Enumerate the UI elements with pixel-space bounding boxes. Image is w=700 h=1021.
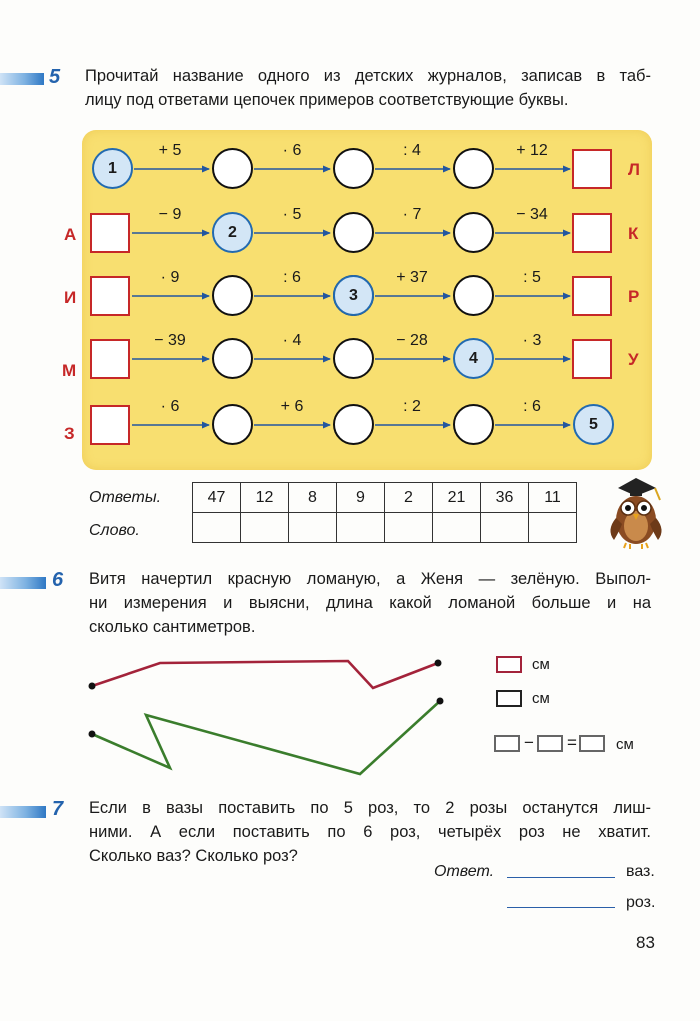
operation-label: · 6 bbox=[282, 142, 302, 159]
answer-circle[interactable] bbox=[333, 404, 374, 445]
word-letter-cell[interactable] bbox=[337, 513, 385, 543]
green-polyline bbox=[92, 701, 440, 774]
vases-unit: ваз. bbox=[626, 863, 655, 880]
word-row bbox=[193, 513, 577, 543]
operation-label: · 9 bbox=[160, 269, 180, 286]
chain-5-start: 5 bbox=[573, 404, 614, 445]
task-6-line-1: Витя начертил красную ломаную, а Женя — зелёную. Выпол- bbox=[89, 570, 651, 588]
operation-label: : 5 bbox=[523, 269, 541, 286]
answer-square[interactable] bbox=[90, 339, 130, 379]
answer-square[interactable] bbox=[572, 339, 612, 379]
operation-label: : 6 bbox=[283, 269, 301, 286]
answer-circle[interactable] bbox=[333, 212, 374, 253]
answer-cell: 36 bbox=[481, 483, 529, 513]
difference-unit: см bbox=[616, 736, 634, 753]
operation-label: · 3 bbox=[522, 332, 542, 349]
operation-label: · 5 bbox=[282, 206, 302, 223]
red-length-unit: см bbox=[532, 656, 550, 673]
operation-label: + 37 bbox=[396, 269, 428, 286]
word-letter-cell[interactable] bbox=[289, 513, 337, 543]
chain-3-start: 3 bbox=[333, 275, 374, 316]
task-5-line-1: Прочитай название одного из детских журналов, записав в таб- bbox=[85, 67, 651, 85]
polylines-drawing bbox=[80, 648, 460, 788]
operation-label: · 4 bbox=[282, 332, 302, 349]
task-5-line-2: лицу под ответами цепочек примеров соответствующие буквы. bbox=[85, 91, 569, 109]
answer-circle[interactable] bbox=[333, 338, 374, 379]
answer-cell: 12 bbox=[241, 483, 289, 513]
green-polyline-start bbox=[89, 731, 96, 738]
task-5-text bbox=[85, 64, 651, 112]
answers-row bbox=[193, 483, 577, 513]
answer-cell: 11 bbox=[529, 483, 577, 513]
answer-cell: 9 bbox=[337, 483, 385, 513]
equals-sign: = bbox=[567, 733, 577, 752]
word-letter-cell[interactable] bbox=[193, 513, 241, 543]
letter-right: К bbox=[628, 224, 639, 243]
answer-circle[interactable] bbox=[453, 212, 494, 253]
letter-right: Р bbox=[628, 287, 640, 306]
operation-label: + 12 bbox=[516, 142, 548, 159]
operation-label: − 9 bbox=[158, 206, 182, 223]
letter-right: У bbox=[628, 350, 639, 369]
answer-circle[interactable] bbox=[453, 275, 494, 316]
red-polyline-end bbox=[435, 660, 442, 667]
answer-circle[interactable] bbox=[212, 404, 253, 445]
answers-label: Ответы. bbox=[89, 489, 162, 506]
page-number: 83 bbox=[636, 933, 655, 952]
word-label: Слово. bbox=[89, 522, 140, 539]
answer-circle[interactable] bbox=[212, 338, 253, 379]
answer-square[interactable] bbox=[572, 149, 612, 189]
operation-label: − 34 bbox=[516, 206, 548, 223]
answers-table bbox=[192, 482, 577, 543]
operation-label: − 39 bbox=[154, 332, 186, 349]
difference-subtrahend-box[interactable] bbox=[537, 735, 563, 752]
word-letter-cell[interactable] bbox=[241, 513, 289, 543]
answer-cell: 47 bbox=[193, 483, 241, 513]
operation-label: + 6 bbox=[280, 398, 304, 415]
roses-unit: роз. bbox=[626, 894, 656, 911]
operation-label: : 2 bbox=[403, 398, 421, 415]
operation-label: · 6 bbox=[160, 398, 180, 415]
letter-left: М bbox=[62, 361, 77, 380]
answer-circle[interactable] bbox=[212, 275, 253, 316]
operation-label: − 28 bbox=[396, 332, 428, 349]
answer-cell: 21 bbox=[433, 483, 481, 513]
word-letter-cell[interactable] bbox=[481, 513, 529, 543]
answer-circle[interactable] bbox=[212, 148, 253, 189]
answer-square[interactable] bbox=[90, 213, 130, 253]
task-6-line-2: ни измерения и выясни, длина какой ломаной больше и на bbox=[89, 594, 651, 612]
red-polyline-start bbox=[89, 683, 96, 690]
operation-label: · 7 bbox=[402, 206, 422, 223]
green-polyline-end bbox=[437, 698, 444, 705]
answer-square[interactable] bbox=[90, 405, 130, 445]
green-length-unit: см bbox=[532, 690, 550, 707]
task-7-text bbox=[89, 796, 651, 868]
green-length-box[interactable] bbox=[496, 690, 522, 707]
task-6-marker bbox=[0, 577, 46, 589]
task-6-number: 6 bbox=[52, 569, 64, 591]
task-6-line-3: сколько сантиметров. bbox=[89, 618, 256, 636]
task-7-marker bbox=[0, 806, 46, 818]
chains-panel bbox=[62, 130, 652, 470]
letter-left: А bbox=[64, 225, 77, 244]
task-5-marker bbox=[0, 73, 44, 85]
operation-label: : 4 bbox=[403, 142, 421, 159]
owl-illustration bbox=[600, 474, 672, 550]
operation-label: : 6 bbox=[523, 398, 541, 415]
difference-result-box[interactable] bbox=[579, 735, 605, 752]
minus-sign: − bbox=[524, 733, 534, 752]
answer-circle[interactable] bbox=[453, 404, 494, 445]
word-letter-cell[interactable] bbox=[433, 513, 481, 543]
task-7-number: 7 bbox=[52, 798, 64, 820]
chain-4-start: 4 bbox=[453, 338, 494, 379]
roses-answer-line[interactable] bbox=[507, 907, 615, 908]
chain-1-start: 1 bbox=[92, 148, 133, 189]
answer-circle[interactable] bbox=[333, 148, 374, 189]
answer-label: Ответ. bbox=[434, 863, 495, 880]
vases-answer-line[interactable] bbox=[507, 877, 615, 878]
answer-square[interactable] bbox=[572, 276, 612, 316]
red-polyline bbox=[92, 661, 438, 688]
word-letter-cell[interactable] bbox=[385, 513, 433, 543]
red-length-box[interactable] bbox=[496, 656, 522, 673]
chain-2-start: 2 bbox=[212, 212, 253, 253]
answer-cell: 2 bbox=[385, 483, 433, 513]
letter-left: И bbox=[64, 288, 77, 307]
letter-right: Л bbox=[628, 160, 640, 179]
task-5-number: 5 bbox=[49, 66, 61, 88]
answer-square[interactable] bbox=[572, 213, 612, 253]
word-letter-cell[interactable] bbox=[529, 513, 577, 543]
answer-circle[interactable] bbox=[453, 148, 494, 189]
answer-cell: 8 bbox=[289, 483, 337, 513]
operation-label: + 5 bbox=[158, 142, 182, 159]
letter-left: З bbox=[64, 424, 75, 443]
answer-square[interactable] bbox=[90, 276, 130, 316]
task-6-text bbox=[89, 567, 651, 639]
task-7-line-1: Если в вазы поставить по 5 роз, то 2 розы останутся лиш- bbox=[89, 799, 651, 817]
difference-minuend-box[interactable] bbox=[494, 735, 520, 752]
task-7-line-2: ними. А если поставить по 6 роз, четырёх роз не хватит. bbox=[89, 823, 651, 841]
task-7-line-3: Сколько ваз? Сколько роз? bbox=[89, 847, 298, 865]
